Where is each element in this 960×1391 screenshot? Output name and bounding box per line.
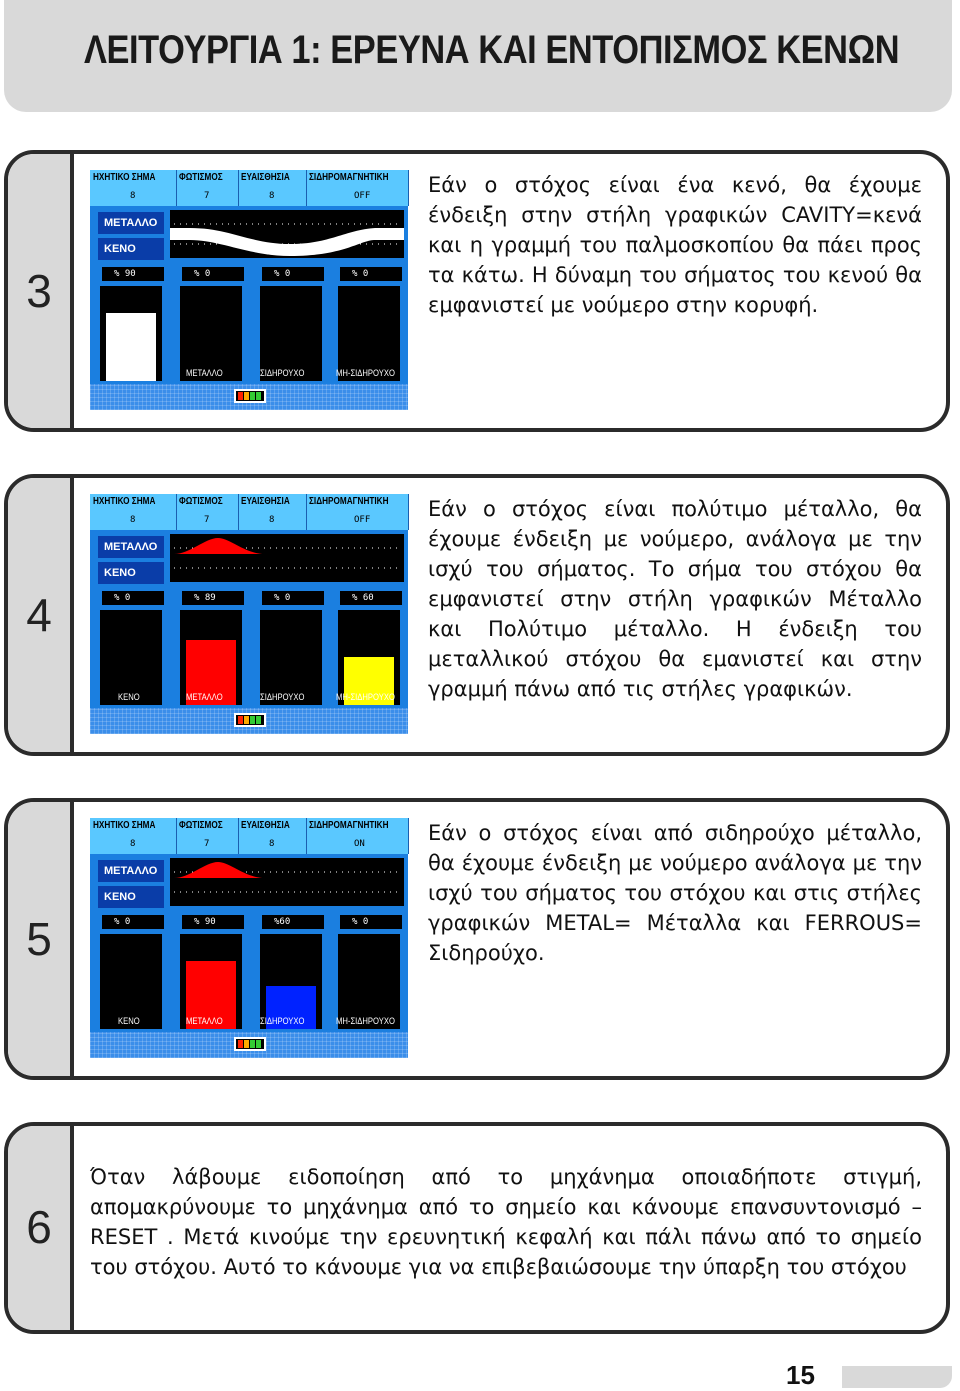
step-3-panel (4, 150, 950, 432)
header-cell (306, 494, 409, 530)
percent-readout: % 0 (182, 267, 244, 281)
percent-readout: % 0 (102, 591, 164, 605)
header-value: 8 (130, 515, 136, 525)
graph-column (338, 286, 400, 381)
screen-header (90, 818, 408, 854)
column-label: ΜΗ-ΣΙΔΗΡΟΥΧΟ (336, 692, 395, 702)
oscilloscope-signal (170, 210, 404, 258)
header-value: OFF (354, 515, 371, 525)
percent-readout: % 0 (262, 591, 324, 605)
header-label: ΗΧΗΤΙΚΟ ΣΗΜΑ (93, 172, 156, 183)
header-value: 7 (204, 191, 210, 201)
header-label: ΦΩΤΙΣΜΟΣ (179, 172, 223, 183)
graph-column (260, 286, 322, 381)
header-label: ΗΧΗΤΙΚΟ ΣΗΜΑ (93, 820, 156, 831)
header-cell (176, 494, 239, 530)
step-description: Εάν ο στόχος είναι πολύτιμο μέταλλο, θα έχουμε ένδειξη με νούμερο, ανάλογα με την ισχύ του σήματος. Το σήμα του στόχου θα εμφανιστεί στην στήλη γραφικών Μέταλλο και Πολύτιμο μέταλλο. Η ένδειξη του μεταλλικού στόχου θα εμανιστεί και στην γραμμή πάνω από τις στήλες γραφικών. (428, 497, 922, 701)
header-cell (176, 818, 239, 854)
header-value: ON (354, 839, 365, 849)
step-4-panel (4, 474, 950, 756)
cavity-row-label: ΚΕΝΟ (98, 238, 164, 260)
step-description: Εάν ο στόχος είναι από σιδηρούχο μέταλλο, θα έχουμε ένδειξη με νούμερο ανάλογα με την ισχύ του σήματος του στόχου και στις στήλες γραφικών METAL= Μέταλλα και FERROUS= Σιδηρούχο. (428, 821, 922, 965)
step-number: 3 (26, 265, 52, 317)
metal-row-label: ΜΕΤΑΛΛΟ (98, 536, 164, 558)
header-cell (90, 494, 177, 530)
column-label: ΜΕΤΑΛΛΟ (186, 692, 223, 702)
graph-column (260, 610, 322, 705)
cavity-row-label: ΚΕΝΟ (98, 886, 164, 908)
battery-segment (238, 1040, 243, 1048)
header-cell (238, 494, 307, 530)
screen-footer (90, 708, 408, 734)
metal-row-label: ΜΕΤΑΛΛΟ (98, 860, 164, 882)
battery-segment (244, 392, 249, 400)
percent-readout: % 0 (340, 267, 402, 281)
detector-screen (90, 494, 408, 734)
graph-column (100, 610, 162, 705)
header-cell (90, 818, 177, 854)
cavity-signal-wave (170, 228, 404, 256)
battery-segment (244, 1040, 249, 1048)
header-label: ΕΥΑΙΣΘΗΣΙΑ (241, 820, 290, 831)
battery-segment (256, 1040, 261, 1048)
battery-segment (250, 716, 255, 724)
step-5-panel (4, 798, 950, 1080)
graph-column (180, 610, 242, 705)
battery-segment (250, 1040, 255, 1048)
header-label: ΗΧΗΤΙΚΟ ΣΗΜΑ (93, 496, 156, 507)
battery-icon (234, 1037, 266, 1051)
percent-readout: % 90 (102, 267, 164, 281)
percent-readout: % 60 (340, 591, 402, 605)
battery-segment (250, 392, 255, 400)
header-value: OFF (354, 191, 371, 201)
screen-footer (90, 384, 408, 410)
graph-column (180, 934, 242, 1029)
header-label: ΣΙΔΗΡΟΜΑΓΝΗΤΙΚΗ (309, 820, 389, 831)
header-value: 8 (269, 191, 275, 201)
header-value: 8 (269, 839, 275, 849)
oscilloscope-signal (170, 858, 404, 906)
header-value: 8 (269, 515, 275, 525)
percent-readout: % 0 (262, 267, 324, 281)
oscilloscope-signal (170, 534, 404, 582)
graph-column (100, 286, 162, 381)
column-label: ΜΗ-ΣΙΔΗΡΟΥΧΟ (336, 368, 395, 378)
step-description: Όταν λάβουμε ειδοποίηση από το μηχάνημα οποιαδήποτε στιγμή, απομακρύνουμε το μηχάνημα από το σημείο και κάνουμε επανσυντονισμό – RESET . Μετά κινούμε την ερευνητική κεφαλή και πάλι πάνω από το σημείο του στόχου. Αυτό το κάνουμε για να επιβεβαιώσουμε την ύπαρξη του στόχου (90, 1165, 922, 1279)
graph-column (260, 934, 322, 1029)
battery-segment (244, 716, 249, 724)
header-cell (306, 170, 409, 206)
step-number: 5 (26, 913, 52, 965)
percent-readout: % 89 (182, 591, 244, 605)
step-number: 4 (26, 589, 52, 641)
oscilloscope (170, 534, 404, 582)
column-label: ΜΕΤΑΛΛΟ (186, 368, 223, 378)
page-title: ΛΕΙΤΟΥΡΓΙΑ 1: ΕΡΕΥΝΑ ΚΑΙ ΕΝΤΟΠΙΣΜΟΣ ΚΕΝΩΝ (84, 28, 900, 72)
battery-icon (234, 713, 266, 727)
column-label: ΣΙΔΗΡΟΥΧΟ (260, 1016, 305, 1026)
column-label: ΜΕΤΑΛΛΟ (186, 1016, 223, 1026)
detector-screen (90, 818, 408, 1058)
column-label: ΣΙΔΗΡΟΥΧΟ (260, 692, 305, 702)
battery-segment (238, 392, 243, 400)
percent-readout: % 0 (340, 915, 402, 929)
header-cell (306, 818, 409, 854)
graph-column (338, 610, 400, 705)
step-description: Εάν ο στόχος είναι ένα κενό, θα έχουμε ένδειξη στην στήλη γραφικών CAVITY=κενά και η γραμμή του παλμοσκοπίου θα πάει προς τα κάτω. Η δύναμη του σήματος του κενού θα εμφανιστεί με νούμερο στην κορυφή. (428, 173, 922, 317)
battery-segment (256, 716, 261, 724)
oscilloscope (170, 210, 404, 258)
header-value: 7 (204, 839, 210, 849)
metal-signal-peak (174, 862, 265, 878)
header-label: ΦΩΤΙΣΜΟΣ (179, 496, 223, 507)
percent-readout: %60 (262, 915, 324, 929)
header-value: 7 (204, 515, 210, 525)
header-value: 8 (130, 839, 136, 849)
battery-segment (256, 392, 261, 400)
screen-footer (90, 1032, 408, 1058)
header-label: ΕΥΑΙΣΘΗΣΙΑ (241, 172, 290, 183)
column-label: ΚΕΝΟ (118, 692, 140, 702)
step-6-panel (4, 1122, 950, 1334)
header-label: ΕΥΑΙΣΘΗΣΙΑ (241, 496, 290, 507)
battery-icon (234, 389, 266, 403)
page-number: 15 (786, 1360, 815, 1390)
page-number-bar (842, 1366, 952, 1388)
screen-header (90, 170, 408, 206)
battery-segment (238, 716, 243, 724)
screen-header (90, 494, 408, 530)
column-label: ΚΕΝΟ (118, 368, 140, 378)
header-cell (238, 170, 307, 206)
metal-row-label: ΜΕΤΑΛΛΟ (98, 212, 164, 234)
column-label: ΚΕΝΟ (118, 1016, 140, 1026)
graph-column (100, 934, 162, 1029)
header-label: ΦΩΤΙΣΜΟΣ (179, 820, 223, 831)
title-bar (4, 0, 952, 112)
header-label: ΣΙΔΗΡΟΜΑΓΝΗΤΙΚΗ (309, 172, 389, 183)
percent-readout: % 90 (182, 915, 244, 929)
header-cell (238, 818, 307, 854)
percent-readout: % 0 (102, 915, 164, 929)
graph-column (180, 286, 242, 381)
header-label: ΣΙΔΗΡΟΜΑΓΝΗΤΙΚΗ (309, 496, 389, 507)
detector-screen (90, 170, 408, 410)
header-cell (90, 170, 177, 206)
step-number: 6 (26, 1201, 52, 1253)
graph-column (338, 934, 400, 1029)
oscilloscope (170, 858, 404, 906)
cavity-row-label: ΚΕΝΟ (98, 562, 164, 584)
metal-signal-peak (174, 538, 265, 554)
column-label: ΣΙΔΗΡΟΥΧΟ (260, 368, 305, 378)
header-value: 8 (130, 191, 136, 201)
header-cell (176, 170, 239, 206)
column-label: ΜΗ-ΣΙΔΗΡΟΥΧΟ (336, 1016, 395, 1026)
